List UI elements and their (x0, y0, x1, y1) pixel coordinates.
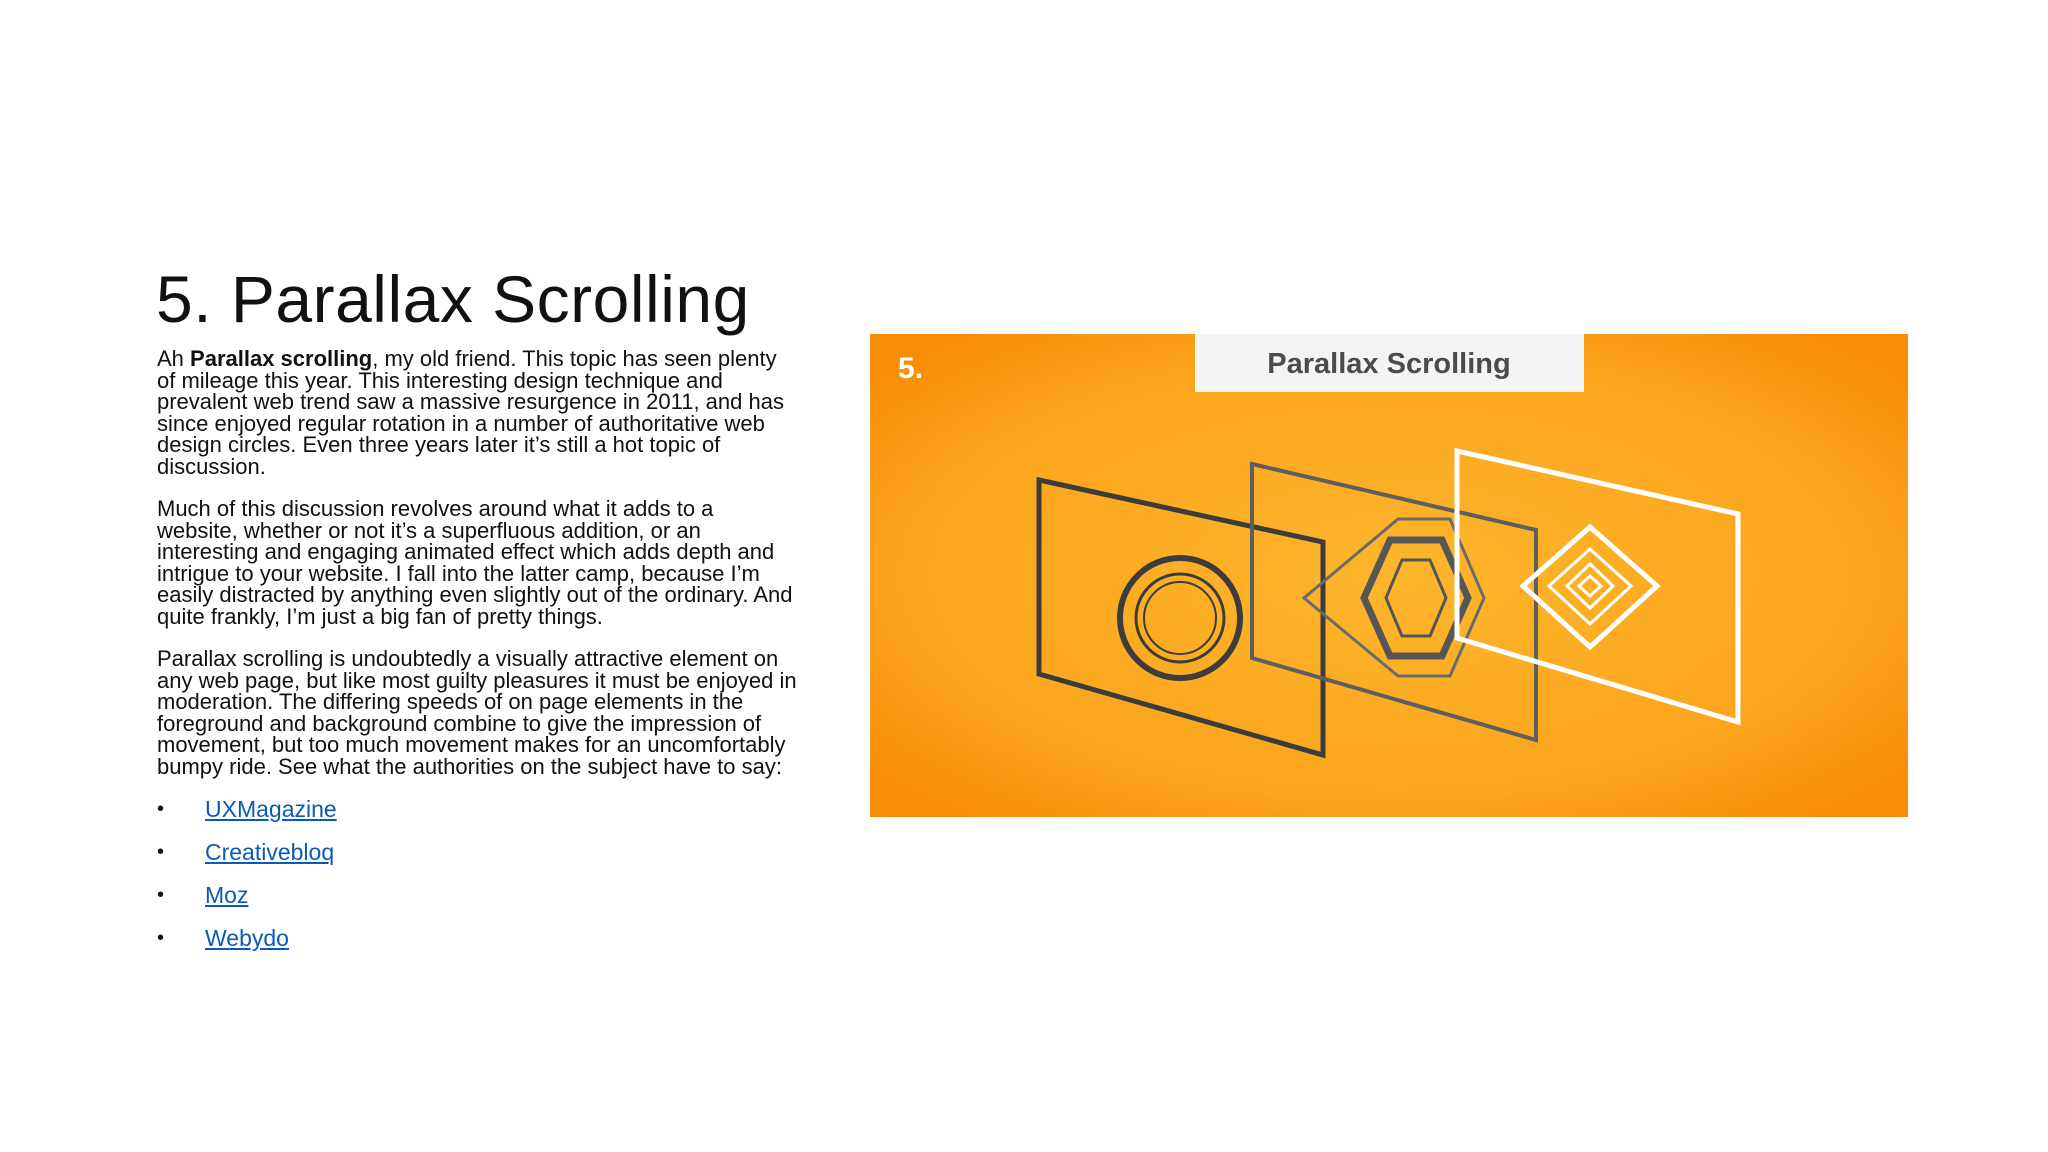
bullet-icon: • (157, 927, 165, 949)
badge-number: 5. (898, 352, 924, 385)
link-webydo[interactable]: Webydo (205, 925, 289, 951)
list-item (157, 927, 797, 970)
slide-body (157, 348, 797, 970)
bullet-icon: • (157, 884, 165, 906)
slide-title: 5. Parallax Scrolling (156, 262, 750, 336)
intro-lead: Ah (157, 346, 191, 371)
bullet-icon: • (157, 798, 165, 820)
paragraph-moderation: Parallax scrolling is undoubtedly a visually attractive element on any web page, but like most guilty pleasures it must be enjoyed in moderation. The differing speeds of on page elements in the foreground and background combine to give the impression of movement, but too much movement makes for an uncomfortably bumpy ride. See what the authorities on the subject have to say: (157, 646, 797, 779)
bullet-icon: • (157, 841, 165, 863)
list-item (157, 841, 797, 884)
banner-title: Parallax Scrolling (1267, 348, 1511, 380)
link-moz[interactable]: Moz (205, 882, 249, 908)
paragraph-intro (157, 348, 797, 477)
parallax-hero-image (870, 334, 1908, 817)
intro-bold-term: Parallax scrolling (190, 346, 373, 371)
image-background (870, 334, 1908, 817)
intro-text: , my old friend. This topic has seen plenty of mileage this year. This interesting design technique and prevalent web trend saw a massive resurgence in 2011, and has since enjoyed regular rotation in a number of authoritative web design circles. Even three years later it’s still a hot topic of discussion. (157, 346, 784, 479)
authority-links-list (157, 798, 797, 970)
link-creativebloq[interactable]: Creativebloq (205, 839, 335, 865)
paragraph-discussion: Much of this discussion revolves around what it adds to a website, whether or not it’s a superfluous addition, or an interesting and engaging animated effect which adds depth and intrigue to your website. I fall into the latter camp, because I’m easily distracted by anything even slightly out of the ordinary. And quite frankly, I’m just a big fan of pretty things. (157, 496, 793, 629)
list-item (157, 798, 797, 841)
link-uxmagazine[interactable]: UXMagazine (205, 796, 337, 822)
list-item (157, 884, 797, 927)
